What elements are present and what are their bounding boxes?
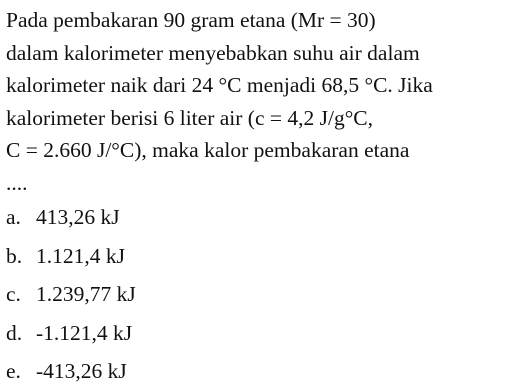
- answer-options: [6, 198, 136, 391]
- option-value: 1.239,77 kJ: [36, 282, 136, 306]
- option-value: 413,26 kJ: [36, 205, 120, 229]
- option-b[interactable]: [6, 237, 136, 276]
- question-text: [6, 4, 518, 199]
- option-value: -413,26 kJ: [36, 359, 127, 383]
- question-line-2: dalam kalorimeter menyebabkan suhu air dalam: [6, 40, 420, 65]
- option-a[interactable]: [6, 198, 136, 237]
- question-line-5: C = 2.660 J/°C), maka kalor pembakaran etana: [6, 138, 410, 162]
- question-ellipsis: ....: [6, 170, 28, 195]
- option-letter: b.: [6, 243, 23, 268]
- question-line-4: kalorimeter berisi 6 liter air (c = 4,2 J/g°C,: [6, 105, 374, 130]
- question-line-1: Pada pembakaran 90 gram etana (Mr = 30): [6, 8, 376, 32]
- option-letter: e.: [6, 359, 21, 383]
- option-value: -1.121,4 kJ: [36, 320, 133, 345]
- option-e[interactable]: [6, 352, 136, 391]
- option-letter: c.: [6, 282, 21, 306]
- option-value: 1.121,4 kJ: [36, 243, 125, 268]
- question-line-3: kalorimeter naik dari 24 °C menjadi 68,5 °C. Jika: [6, 73, 433, 97]
- option-c[interactable]: [6, 275, 136, 314]
- option-letter: a.: [6, 205, 21, 229]
- option-letter: d.: [6, 320, 23, 345]
- option-d[interactable]: [6, 314, 136, 353]
